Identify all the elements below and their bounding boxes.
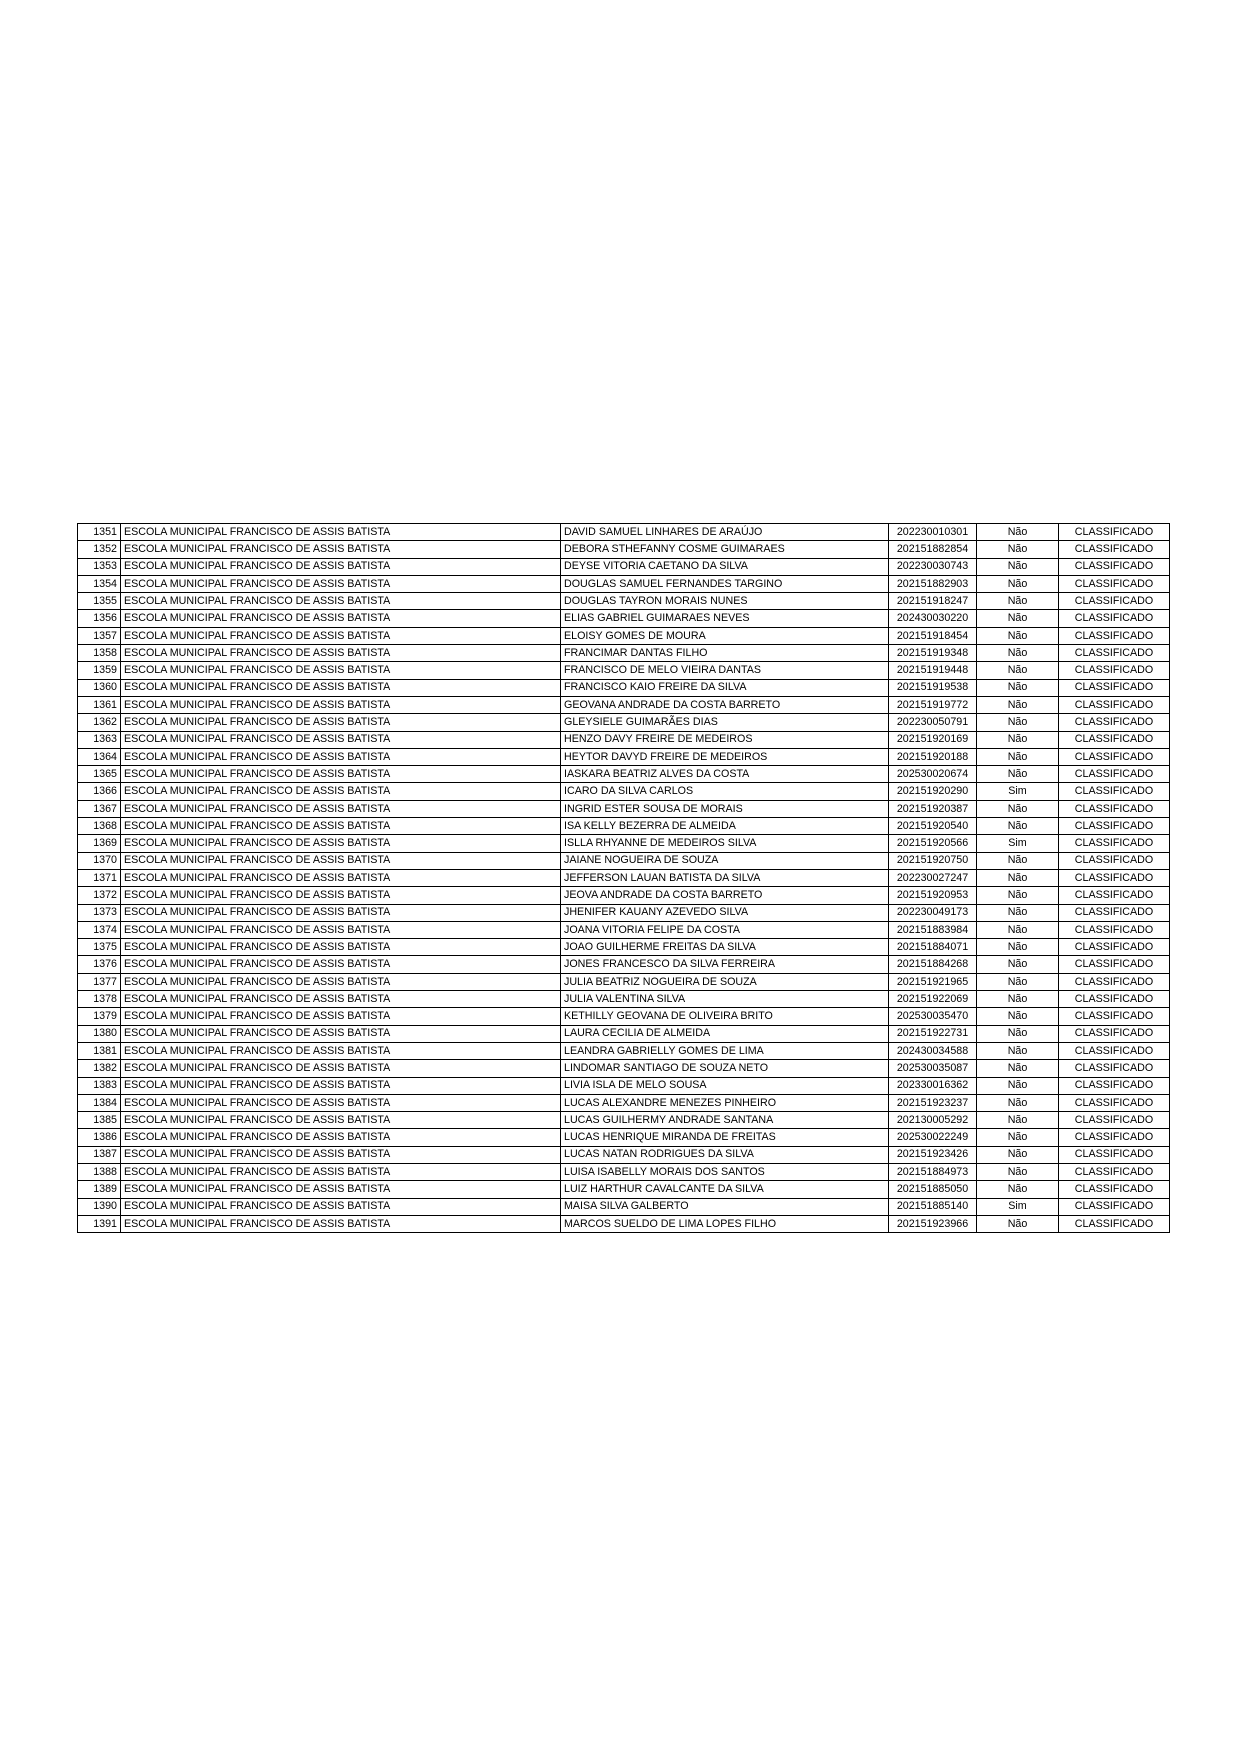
- flag-cell: Não: [977, 679, 1059, 696]
- results-sheet: [77, 523, 1170, 1233]
- flag-cell: Sim: [977, 1198, 1059, 1215]
- flag-cell: Não: [977, 939, 1059, 956]
- student-name-cell: FRANCISCO KAIO FREIRE DA SILVA: [561, 679, 889, 696]
- registration-code-cell: 202130005292: [889, 1112, 977, 1129]
- table-row: [78, 1129, 1170, 1146]
- table-row: [78, 766, 1170, 783]
- flag-cell: Não: [977, 1129, 1059, 1146]
- table-row: [78, 869, 1170, 886]
- school-cell: ESCOLA MUNICIPAL FRANCISCO DE ASSIS BATISTA: [121, 714, 561, 731]
- registration-code-cell: 202151920290: [889, 783, 977, 800]
- student-name-cell: LEANDRA GABRIELLY GOMES DE LIMA: [561, 1042, 889, 1059]
- registration-code-cell: 202230010301: [889, 524, 977, 541]
- row-number-cell: 1388: [78, 1163, 121, 1180]
- table-row: [78, 524, 1170, 541]
- school-cell: ESCOLA MUNICIPAL FRANCISCO DE ASSIS BATISTA: [121, 627, 561, 644]
- school-cell: ESCOLA MUNICIPAL FRANCISCO DE ASSIS BATISTA: [121, 991, 561, 1008]
- flag-cell: Não: [977, 610, 1059, 627]
- table-row: [78, 1025, 1170, 1042]
- student-name-cell: LUIZ HARTHUR CAVALCANTE DA SILVA: [561, 1181, 889, 1198]
- student-name-cell: LAURA CECILIA DE ALMEIDA: [561, 1025, 889, 1042]
- student-name-cell: MAISA SILVA GALBERTO: [561, 1198, 889, 1215]
- registration-code-cell: 202151920169: [889, 731, 977, 748]
- row-number-cell: 1368: [78, 818, 121, 835]
- row-number-cell: 1352: [78, 541, 121, 558]
- status-cell: CLASSIFICADO: [1059, 939, 1170, 956]
- status-cell: CLASSIFICADO: [1059, 1163, 1170, 1180]
- table-row: [78, 1094, 1170, 1111]
- row-number-cell: 1386: [78, 1129, 121, 1146]
- status-cell: CLASSIFICADO: [1059, 835, 1170, 852]
- table-row: [78, 1042, 1170, 1059]
- table-row: [78, 575, 1170, 592]
- flag-cell: Não: [977, 1060, 1059, 1077]
- student-name-cell: DAVID SAMUEL LINHARES DE ARAÚJO: [561, 524, 889, 541]
- flag-cell: Não: [977, 524, 1059, 541]
- flag-cell: Não: [977, 887, 1059, 904]
- flag-cell: Não: [977, 956, 1059, 973]
- table-row: [78, 835, 1170, 852]
- status-cell: CLASSIFICADO: [1059, 818, 1170, 835]
- flag-cell: Sim: [977, 783, 1059, 800]
- school-cell: ESCOLA MUNICIPAL FRANCISCO DE ASSIS BATISTA: [121, 904, 561, 921]
- flag-cell: Não: [977, 1181, 1059, 1198]
- flag-cell: Não: [977, 991, 1059, 1008]
- table-row: [78, 731, 1170, 748]
- school-cell: ESCOLA MUNICIPAL FRANCISCO DE ASSIS BATISTA: [121, 1060, 561, 1077]
- registration-code-cell: 202151882903: [889, 575, 977, 592]
- row-number-cell: 1382: [78, 1060, 121, 1077]
- table-row: [78, 783, 1170, 800]
- status-cell: CLASSIFICADO: [1059, 1094, 1170, 1111]
- status-cell: CLASSIFICADO: [1059, 1060, 1170, 1077]
- registration-code-cell: 202151885050: [889, 1181, 977, 1198]
- flag-cell: Não: [977, 575, 1059, 592]
- student-name-cell: JONES FRANCESCO DA SILVA FERREIRA: [561, 956, 889, 973]
- row-number-cell: 1354: [78, 575, 121, 592]
- school-cell: ESCOLA MUNICIPAL FRANCISCO DE ASSIS BATISTA: [121, 593, 561, 610]
- row-number-cell: 1361: [78, 696, 121, 713]
- status-cell: CLASSIFICADO: [1059, 783, 1170, 800]
- flag-cell: Não: [977, 818, 1059, 835]
- row-number-cell: 1366: [78, 783, 121, 800]
- row-number-cell: 1367: [78, 800, 121, 817]
- results-table-body: [78, 524, 1170, 1233]
- table-row: [78, 610, 1170, 627]
- table-row: [78, 593, 1170, 610]
- table-row: [78, 800, 1170, 817]
- status-cell: CLASSIFICADO: [1059, 887, 1170, 904]
- registration-code-cell: 202230050791: [889, 714, 977, 731]
- status-cell: CLASSIFICADO: [1059, 1129, 1170, 1146]
- row-number-cell: 1383: [78, 1077, 121, 1094]
- registration-code-cell: 202151882854: [889, 541, 977, 558]
- registration-code-cell: 202230027247: [889, 869, 977, 886]
- school-cell: ESCOLA MUNICIPAL FRANCISCO DE ASSIS BATISTA: [121, 1198, 561, 1215]
- student-name-cell: LUCAS HENRIQUE MIRANDA DE FREITAS: [561, 1129, 889, 1146]
- row-number-cell: 1365: [78, 766, 121, 783]
- registration-code-cell: 202530035087: [889, 1060, 977, 1077]
- school-cell: ESCOLA MUNICIPAL FRANCISCO DE ASSIS BATISTA: [121, 852, 561, 869]
- status-cell: CLASSIFICADO: [1059, 696, 1170, 713]
- registration-code-cell: 202151884071: [889, 939, 977, 956]
- table-row: [78, 1060, 1170, 1077]
- school-cell: ESCOLA MUNICIPAL FRANCISCO DE ASSIS BATISTA: [121, 921, 561, 938]
- status-cell: CLASSIFICADO: [1059, 1112, 1170, 1129]
- row-number-cell: 1377: [78, 973, 121, 990]
- table-row: [78, 1146, 1170, 1163]
- table-row: [78, 1077, 1170, 1094]
- row-number-cell: 1358: [78, 645, 121, 662]
- flag-cell: Não: [977, 904, 1059, 921]
- status-cell: CLASSIFICADO: [1059, 869, 1170, 886]
- flag-cell: Não: [977, 1077, 1059, 1094]
- student-name-cell: ISLLA RHYANNE DE MEDEIROS SILVA: [561, 835, 889, 852]
- status-cell: CLASSIFICADO: [1059, 593, 1170, 610]
- status-cell: CLASSIFICADO: [1059, 852, 1170, 869]
- student-name-cell: FRANCISCO DE MELO VIEIRA DANTAS: [561, 662, 889, 679]
- student-name-cell: GEOVANA ANDRADE DA COSTA BARRETO: [561, 696, 889, 713]
- school-cell: ESCOLA MUNICIPAL FRANCISCO DE ASSIS BATISTA: [121, 1163, 561, 1180]
- status-cell: CLASSIFICADO: [1059, 904, 1170, 921]
- school-cell: ESCOLA MUNICIPAL FRANCISCO DE ASSIS BATISTA: [121, 766, 561, 783]
- student-name-cell: LUCAS ALEXANDRE MENEZES PINHEIRO: [561, 1094, 889, 1111]
- school-cell: ESCOLA MUNICIPAL FRANCISCO DE ASSIS BATISTA: [121, 1094, 561, 1111]
- flag-cell: Não: [977, 869, 1059, 886]
- table-row: [78, 818, 1170, 835]
- registration-code-cell: 202151923426: [889, 1146, 977, 1163]
- table-row: [78, 852, 1170, 869]
- status-cell: CLASSIFICADO: [1059, 921, 1170, 938]
- flag-cell: Não: [977, 1025, 1059, 1042]
- registration-code-cell: 202151920750: [889, 852, 977, 869]
- status-cell: CLASSIFICADO: [1059, 748, 1170, 765]
- student-name-cell: JULIA BEATRIZ NOGUEIRA DE SOUZA: [561, 973, 889, 990]
- registration-code-cell: 202530022249: [889, 1129, 977, 1146]
- status-cell: CLASSIFICADO: [1059, 610, 1170, 627]
- registration-code-cell: 202151885140: [889, 1198, 977, 1215]
- status-cell: CLASSIFICADO: [1059, 1042, 1170, 1059]
- flag-cell: Não: [977, 921, 1059, 938]
- registration-code-cell: 202151919772: [889, 696, 977, 713]
- status-cell: CLASSIFICADO: [1059, 575, 1170, 592]
- row-number-cell: 1356: [78, 610, 121, 627]
- row-number-cell: 1371: [78, 869, 121, 886]
- registration-code-cell: 202151884268: [889, 956, 977, 973]
- table-row: [78, 645, 1170, 662]
- status-cell: CLASSIFICADO: [1059, 558, 1170, 575]
- registration-code-cell: 202151920540: [889, 818, 977, 835]
- row-number-cell: 1378: [78, 991, 121, 1008]
- student-name-cell: GLEYSIELE GUIMARÃES DIAS: [561, 714, 889, 731]
- table-row: [78, 662, 1170, 679]
- row-number-cell: 1372: [78, 887, 121, 904]
- student-name-cell: JEOVA ANDRADE DA COSTA BARRETO: [561, 887, 889, 904]
- flag-cell: Não: [977, 748, 1059, 765]
- student-name-cell: DOUGLAS TAYRON MORAIS NUNES: [561, 593, 889, 610]
- flag-cell: Não: [977, 593, 1059, 610]
- table-row: [78, 1112, 1170, 1129]
- table-row: [78, 1215, 1170, 1232]
- flag-cell: Não: [977, 1008, 1059, 1025]
- table-row: [78, 887, 1170, 904]
- status-cell: CLASSIFICADO: [1059, 1215, 1170, 1232]
- registration-code-cell: 202151884973: [889, 1163, 977, 1180]
- row-number-cell: 1380: [78, 1025, 121, 1042]
- table-row: [78, 1181, 1170, 1198]
- row-number-cell: 1379: [78, 1008, 121, 1025]
- flag-cell: Não: [977, 731, 1059, 748]
- registration-code-cell: 202151918247: [889, 593, 977, 610]
- registration-code-cell: 202430034588: [889, 1042, 977, 1059]
- student-name-cell: DOUGLAS SAMUEL FERNANDES TARGINO: [561, 575, 889, 592]
- row-number-cell: 1389: [78, 1181, 121, 1198]
- registration-code-cell: 202530035470: [889, 1008, 977, 1025]
- registration-code-cell: 202151920953: [889, 887, 977, 904]
- flag-cell: Não: [977, 1163, 1059, 1180]
- student-name-cell: KETHILLY GEOVANA DE OLIVEIRA BRITO: [561, 1008, 889, 1025]
- status-cell: CLASSIFICADO: [1059, 766, 1170, 783]
- status-cell: CLASSIFICADO: [1059, 541, 1170, 558]
- school-cell: ESCOLA MUNICIPAL FRANCISCO DE ASSIS BATISTA: [121, 1042, 561, 1059]
- table-row: [78, 558, 1170, 575]
- status-cell: CLASSIFICADO: [1059, 1025, 1170, 1042]
- status-cell: CLASSIFICADO: [1059, 973, 1170, 990]
- status-cell: CLASSIFICADO: [1059, 524, 1170, 541]
- student-name-cell: JOAO GUILHERME FREITAS DA SILVA: [561, 939, 889, 956]
- student-name-cell: JHENIFER KAUANY AZEVEDO SILVA: [561, 904, 889, 921]
- registration-code-cell: 202230030743: [889, 558, 977, 575]
- student-name-cell: JAIANE NOGUEIRA DE SOUZA: [561, 852, 889, 869]
- table-row: [78, 921, 1170, 938]
- flag-cell: Não: [977, 1215, 1059, 1232]
- registration-code-cell: 202151920387: [889, 800, 977, 817]
- row-number-cell: 1351: [78, 524, 121, 541]
- school-cell: ESCOLA MUNICIPAL FRANCISCO DE ASSIS BATISTA: [121, 575, 561, 592]
- school-cell: ESCOLA MUNICIPAL FRANCISCO DE ASSIS BATISTA: [121, 783, 561, 800]
- student-name-cell: ELIAS GABRIEL GUIMARAES NEVES: [561, 610, 889, 627]
- student-name-cell: DEYSE VITORIA CAETANO DA SILVA: [561, 558, 889, 575]
- flag-cell: Não: [977, 696, 1059, 713]
- table-row: [78, 748, 1170, 765]
- school-cell: ESCOLA MUNICIPAL FRANCISCO DE ASSIS BATISTA: [121, 1146, 561, 1163]
- student-name-cell: DEBORA STHEFANNY COSME GUIMARAES: [561, 541, 889, 558]
- table-row: [78, 956, 1170, 973]
- student-name-cell: LIVIA ISLA DE MELO SOUSA: [561, 1077, 889, 1094]
- student-name-cell: ISA KELLY BEZERRA DE ALMEIDA: [561, 818, 889, 835]
- flag-cell: Não: [977, 645, 1059, 662]
- school-cell: ESCOLA MUNICIPAL FRANCISCO DE ASSIS BATISTA: [121, 662, 561, 679]
- student-name-cell: JULIA VALENTINA SILVA: [561, 991, 889, 1008]
- school-cell: ESCOLA MUNICIPAL FRANCISCO DE ASSIS BATISTA: [121, 1008, 561, 1025]
- school-cell: ESCOLA MUNICIPAL FRANCISCO DE ASSIS BATISTA: [121, 696, 561, 713]
- row-number-cell: 1355: [78, 593, 121, 610]
- student-name-cell: ELOISY GOMES DE MOURA: [561, 627, 889, 644]
- flag-cell: Não: [977, 766, 1059, 783]
- table-row: [78, 1198, 1170, 1215]
- registration-code-cell: 202151919448: [889, 662, 977, 679]
- school-cell: ESCOLA MUNICIPAL FRANCISCO DE ASSIS BATISTA: [121, 1077, 561, 1094]
- table-row: [78, 1163, 1170, 1180]
- table-row: [78, 679, 1170, 696]
- table-row: [78, 973, 1170, 990]
- registration-code-cell: 202430030220: [889, 610, 977, 627]
- flag-cell: Não: [977, 973, 1059, 990]
- student-name-cell: IASKARA BEATRIZ ALVES DA COSTA: [561, 766, 889, 783]
- results-table: [77, 523, 1170, 1233]
- row-number-cell: 1390: [78, 1198, 121, 1215]
- flag-cell: Não: [977, 627, 1059, 644]
- school-cell: ESCOLA MUNICIPAL FRANCISCO DE ASSIS BATISTA: [121, 610, 561, 627]
- status-cell: CLASSIFICADO: [1059, 1077, 1170, 1094]
- registration-code-cell: 202230049173: [889, 904, 977, 921]
- registration-code-cell: 202151919348: [889, 645, 977, 662]
- school-cell: ESCOLA MUNICIPAL FRANCISCO DE ASSIS BATISTA: [121, 1129, 561, 1146]
- row-number-cell: 1376: [78, 956, 121, 973]
- status-cell: CLASSIFICADO: [1059, 800, 1170, 817]
- status-cell: CLASSIFICADO: [1059, 645, 1170, 662]
- row-number-cell: 1385: [78, 1112, 121, 1129]
- school-cell: ESCOLA MUNICIPAL FRANCISCO DE ASSIS BATISTA: [121, 800, 561, 817]
- status-cell: CLASSIFICADO: [1059, 714, 1170, 731]
- row-number-cell: 1387: [78, 1146, 121, 1163]
- registration-code-cell: 202151883984: [889, 921, 977, 938]
- school-cell: ESCOLA MUNICIPAL FRANCISCO DE ASSIS BATISTA: [121, 541, 561, 558]
- flag-cell: Não: [977, 714, 1059, 731]
- row-number-cell: 1384: [78, 1094, 121, 1111]
- row-number-cell: 1353: [78, 558, 121, 575]
- status-cell: CLASSIFICADO: [1059, 991, 1170, 1008]
- table-row: [78, 1008, 1170, 1025]
- row-number-cell: 1364: [78, 748, 121, 765]
- status-cell: CLASSIFICADO: [1059, 731, 1170, 748]
- status-cell: CLASSIFICADO: [1059, 1181, 1170, 1198]
- row-number-cell: 1381: [78, 1042, 121, 1059]
- student-name-cell: LUCAS GUILHERMY ANDRADE SANTANA: [561, 1112, 889, 1129]
- registration-code-cell: 202151922069: [889, 991, 977, 1008]
- row-number-cell: 1369: [78, 835, 121, 852]
- school-cell: ESCOLA MUNICIPAL FRANCISCO DE ASSIS BATISTA: [121, 524, 561, 541]
- row-number-cell: 1374: [78, 921, 121, 938]
- status-cell: CLASSIFICADO: [1059, 627, 1170, 644]
- registration-code-cell: 202151923966: [889, 1215, 977, 1232]
- registration-code-cell: 202151923237: [889, 1094, 977, 1111]
- table-row: [78, 627, 1170, 644]
- school-cell: ESCOLA MUNICIPAL FRANCISCO DE ASSIS BATISTA: [121, 558, 561, 575]
- registration-code-cell: 202330016362: [889, 1077, 977, 1094]
- table-row: [78, 939, 1170, 956]
- table-row: [78, 541, 1170, 558]
- school-cell: ESCOLA MUNICIPAL FRANCISCO DE ASSIS BATISTA: [121, 645, 561, 662]
- status-cell: CLASSIFICADO: [1059, 956, 1170, 973]
- row-number-cell: 1391: [78, 1215, 121, 1232]
- flag-cell: Não: [977, 852, 1059, 869]
- student-name-cell: LUISA ISABELLY MORAIS DOS SANTOS: [561, 1163, 889, 1180]
- flag-cell: Não: [977, 662, 1059, 679]
- school-cell: ESCOLA MUNICIPAL FRANCISCO DE ASSIS BATISTA: [121, 869, 561, 886]
- flag-cell: Não: [977, 1112, 1059, 1129]
- school-cell: ESCOLA MUNICIPAL FRANCISCO DE ASSIS BATISTA: [121, 1112, 561, 1129]
- flag-cell: Sim: [977, 835, 1059, 852]
- flag-cell: Não: [977, 800, 1059, 817]
- row-number-cell: 1370: [78, 852, 121, 869]
- registration-code-cell: 202151920566: [889, 835, 977, 852]
- school-cell: ESCOLA MUNICIPAL FRANCISCO DE ASSIS BATISTA: [121, 956, 561, 973]
- flag-cell: Não: [977, 541, 1059, 558]
- status-cell: CLASSIFICADO: [1059, 1198, 1170, 1215]
- student-name-cell: HENZO DAVY FREIRE DE MEDEIROS: [561, 731, 889, 748]
- registration-code-cell: 202151921965: [889, 973, 977, 990]
- registration-code-cell: 202530020674: [889, 766, 977, 783]
- row-number-cell: 1363: [78, 731, 121, 748]
- row-number-cell: 1357: [78, 627, 121, 644]
- flag-cell: Não: [977, 1094, 1059, 1111]
- student-name-cell: FRANCIMAR DANTAS FILHO: [561, 645, 889, 662]
- row-number-cell: 1373: [78, 904, 121, 921]
- school-cell: ESCOLA MUNICIPAL FRANCISCO DE ASSIS BATISTA: [121, 679, 561, 696]
- row-number-cell: 1375: [78, 939, 121, 956]
- school-cell: ESCOLA MUNICIPAL FRANCISCO DE ASSIS BATISTA: [121, 939, 561, 956]
- school-cell: ESCOLA MUNICIPAL FRANCISCO DE ASSIS BATISTA: [121, 973, 561, 990]
- student-name-cell: JOANA VITORIA FELIPE DA COSTA: [561, 921, 889, 938]
- school-cell: ESCOLA MUNICIPAL FRANCISCO DE ASSIS BATISTA: [121, 818, 561, 835]
- student-name-cell: HEYTOR DAVYD FREIRE DE MEDEIROS: [561, 748, 889, 765]
- school-cell: ESCOLA MUNICIPAL FRANCISCO DE ASSIS BATISTA: [121, 835, 561, 852]
- school-cell: ESCOLA MUNICIPAL FRANCISCO DE ASSIS BATISTA: [121, 1181, 561, 1198]
- student-name-cell: MARCOS SUELDO DE LIMA LOPES FILHO: [561, 1215, 889, 1232]
- registration-code-cell: 202151922731: [889, 1025, 977, 1042]
- flag-cell: Não: [977, 558, 1059, 575]
- table-row: [78, 904, 1170, 921]
- table-row: [78, 714, 1170, 731]
- school-cell: ESCOLA MUNICIPAL FRANCISCO DE ASSIS BATISTA: [121, 731, 561, 748]
- school-cell: ESCOLA MUNICIPAL FRANCISCO DE ASSIS BATISTA: [121, 1025, 561, 1042]
- school-cell: ESCOLA MUNICIPAL FRANCISCO DE ASSIS BATISTA: [121, 1215, 561, 1232]
- student-name-cell: LUCAS NATAN RODRIGUES DA SILVA: [561, 1146, 889, 1163]
- registration-code-cell: 202151918454: [889, 627, 977, 644]
- table-row: [78, 991, 1170, 1008]
- student-name-cell: INGRID ESTER SOUSA DE MORAIS: [561, 800, 889, 817]
- student-name-cell: LINDOMAR SANTIAGO DE SOUZA NETO: [561, 1060, 889, 1077]
- school-cell: ESCOLA MUNICIPAL FRANCISCO DE ASSIS BATISTA: [121, 748, 561, 765]
- row-number-cell: 1359: [78, 662, 121, 679]
- status-cell: CLASSIFICADO: [1059, 662, 1170, 679]
- table-row: [78, 696, 1170, 713]
- student-name-cell: ICARO DA SILVA CARLOS: [561, 783, 889, 800]
- row-number-cell: 1360: [78, 679, 121, 696]
- school-cell: ESCOLA MUNICIPAL FRANCISCO DE ASSIS BATISTA: [121, 887, 561, 904]
- status-cell: CLASSIFICADO: [1059, 679, 1170, 696]
- row-number-cell: 1362: [78, 714, 121, 731]
- flag-cell: Não: [977, 1042, 1059, 1059]
- registration-code-cell: 202151920188: [889, 748, 977, 765]
- flag-cell: Não: [977, 1146, 1059, 1163]
- registration-code-cell: 202151919538: [889, 679, 977, 696]
- student-name-cell: JEFFERSON LAUAN BATISTA DA SILVA: [561, 869, 889, 886]
- status-cell: CLASSIFICADO: [1059, 1146, 1170, 1163]
- status-cell: CLASSIFICADO: [1059, 1008, 1170, 1025]
